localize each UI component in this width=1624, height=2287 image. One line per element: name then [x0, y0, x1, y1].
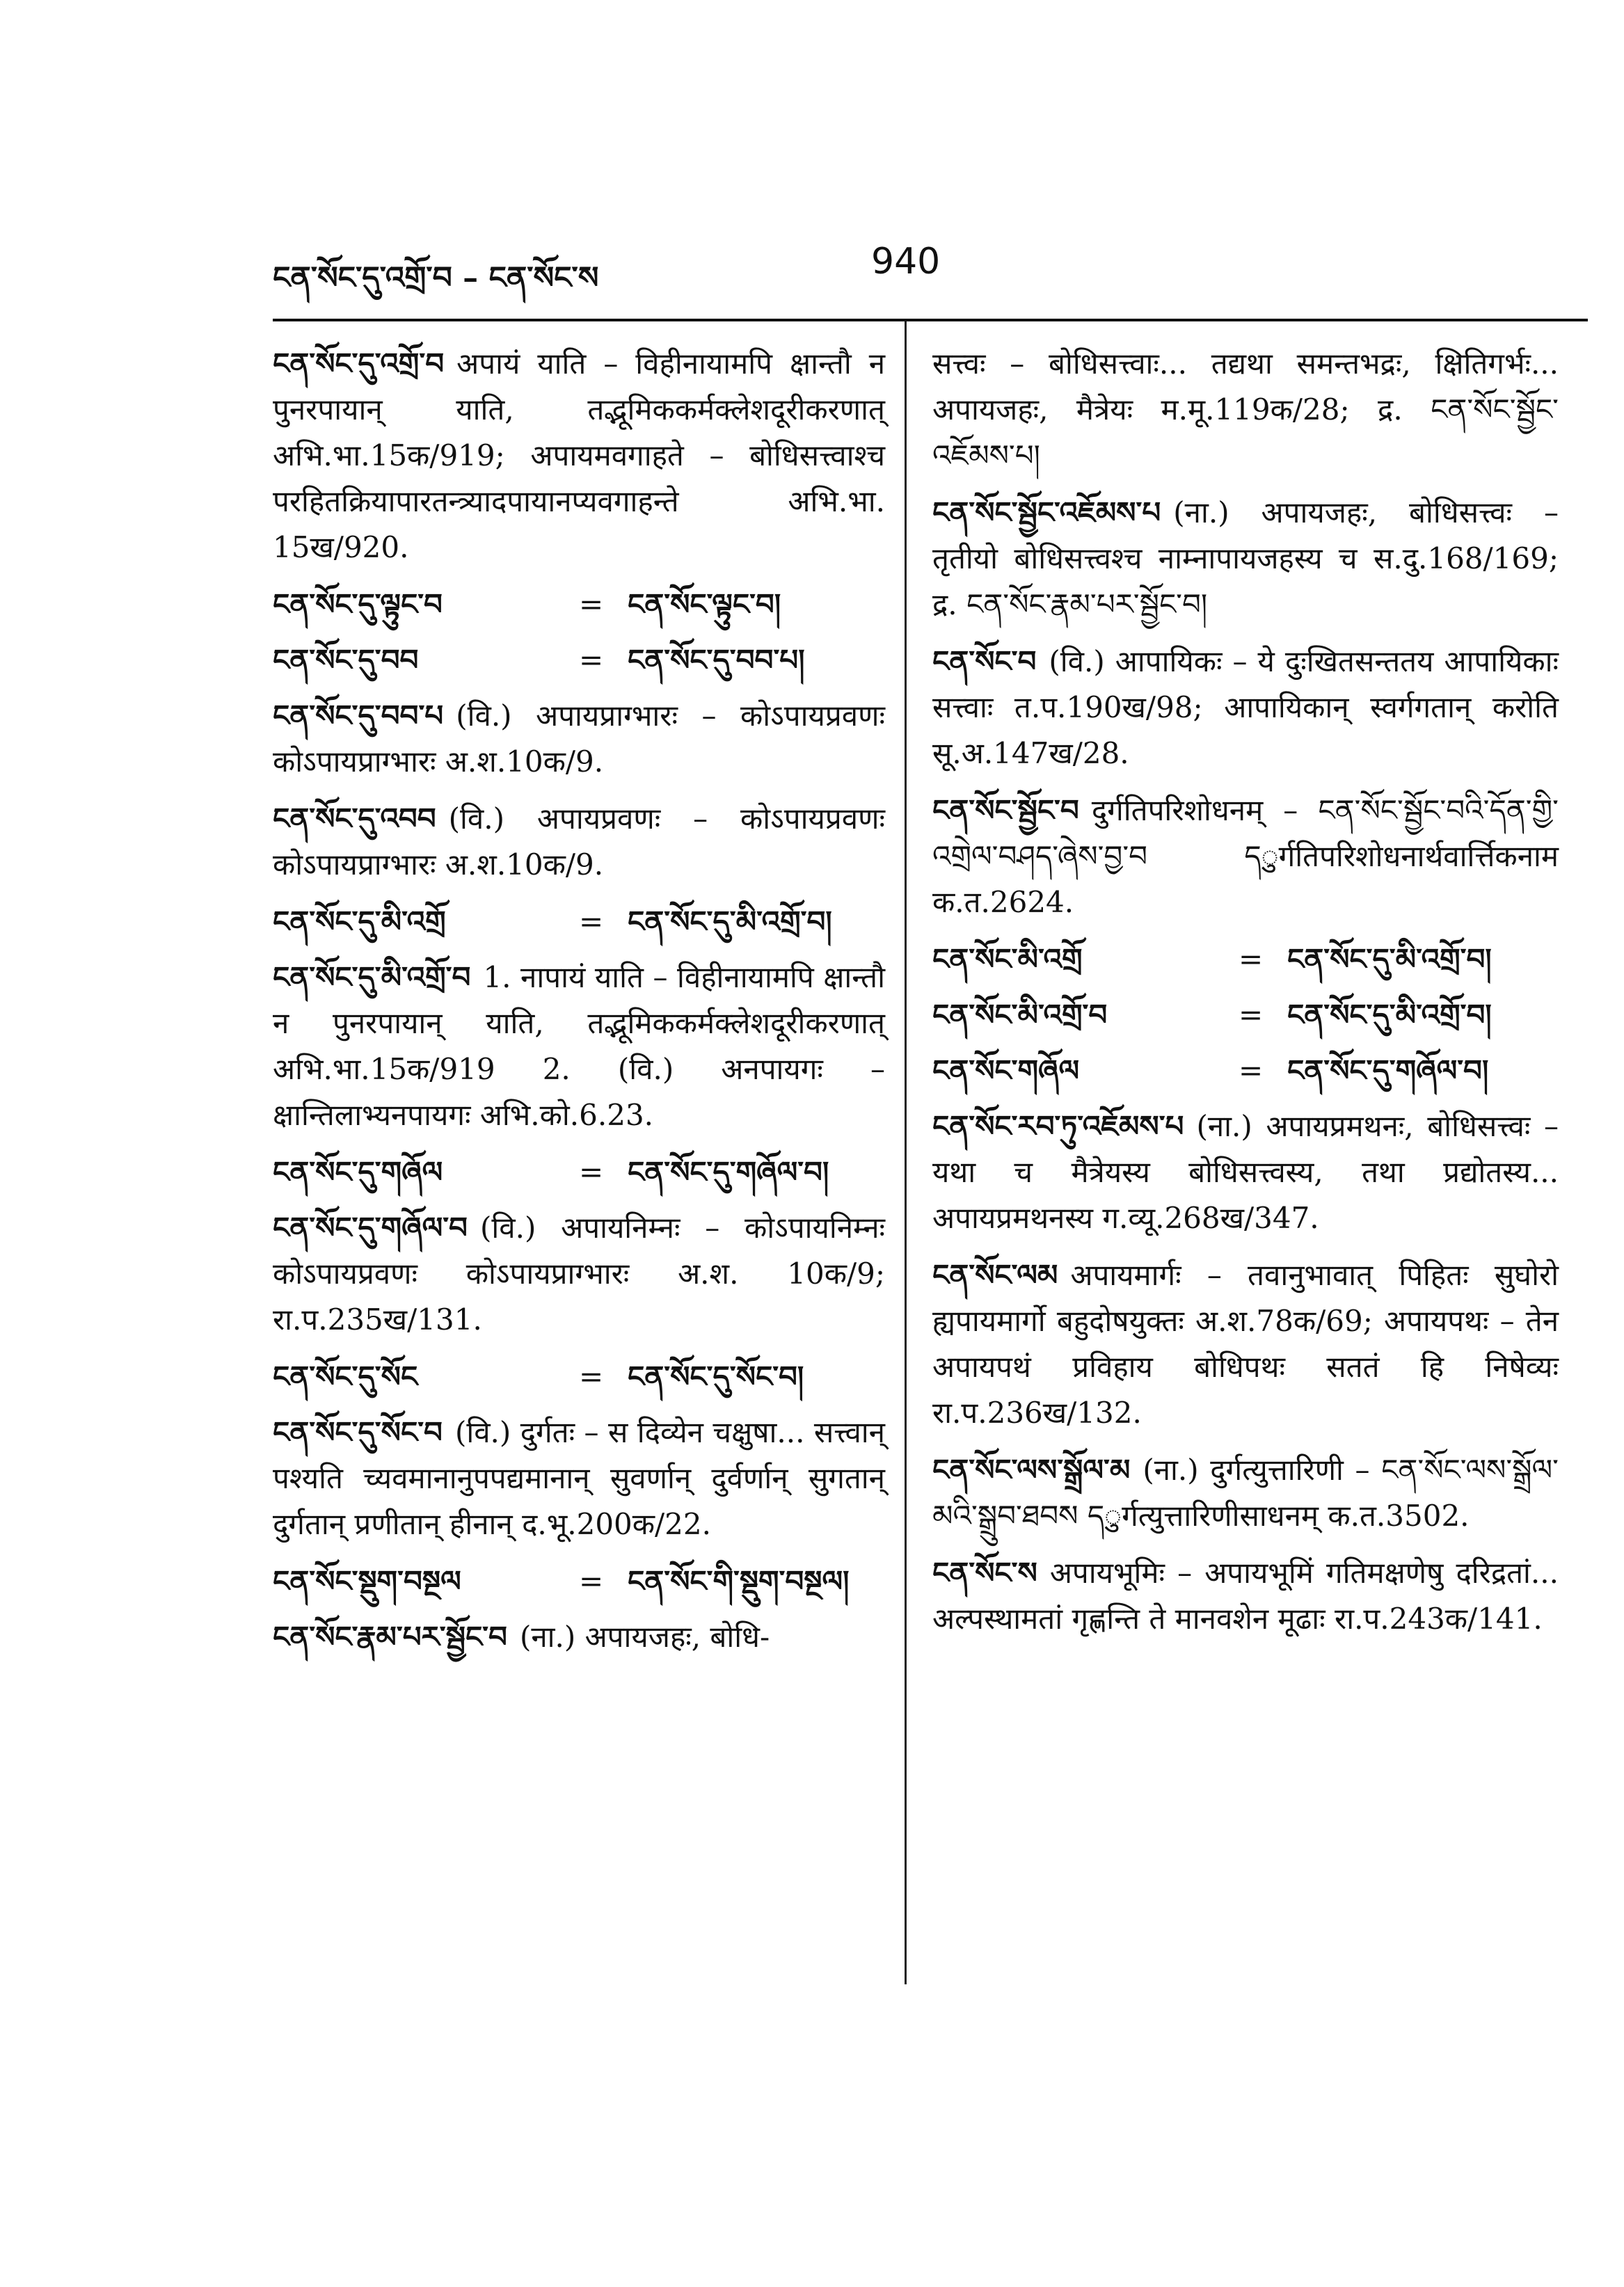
- entry-target: ངན་སོང་དུ་གཞོལ་བ།: [628, 1155, 829, 1189]
- entry-target: ངན་སོང་དུ་བབ་པ།: [628, 643, 805, 677]
- dictionary-entry: [273, 955, 885, 1138]
- entry-headword: ངན་སོང་སྡུག་བསྔལ: [273, 1564, 461, 1598]
- left-column: [273, 341, 885, 1671]
- cross-reference-entry: [273, 1559, 885, 1604]
- equals-sign: =: [579, 1360, 604, 1394]
- entry-definition: (वि.) अपायप्रवणः – कोऽपायप्रवणः कोऽपायप्राग्भारः अ.श.10क/9.: [273, 802, 885, 882]
- entry-definition: (वि.) अपायप्राग्भारः – कोऽपायप्रवणः कोऽपायप्राग्भारः अ.श.10क/9.: [273, 699, 885, 779]
- entry-headword: ངན་སོང་གཞོལ: [932, 1053, 1080, 1087]
- page-header: [273, 237, 1588, 296]
- entry-headword: ངན་སོང་དུ་སོང: [273, 1360, 418, 1394]
- entry-target: ངན་སོང་དུ་མི་འགྲོ་བ།: [1287, 998, 1492, 1032]
- entry-definition: (वि.) दुर्गतः – स दिव्येन चक्षुषा... सत्त्वान् पश्यति च्यवमानानुपपद्यमानान् सुवर्णान् दुर्वर्णान् सुगतान् दुर्गतान् प्रणीतान् हीनान् द.भू.200क/22.: [273, 1415, 885, 1541]
- entry-headword: ངན་སོང་ས: [932, 1556, 1037, 1590]
- dictionary-entry: [932, 639, 1559, 776]
- entry-target: ངན་སོང་དུ་སོང་བ།: [628, 1360, 804, 1394]
- continued-entry: [932, 341, 1559, 479]
- entry-definition: (ना.) अपायजहः, बोधिसत्त्वः – तृतीयो बोधिसत्त्वश्च नाम्नापायजहस्य च स.दु.168/169; द्र. ངན་སོང་རྣམ་པར་སྦྱོང་བ།: [932, 495, 1559, 621]
- cross-reference-entry: [273, 582, 885, 628]
- entry-definition: अपायभूमिः – अपायभूमिं गतिमक्षणेषु दरिद्रतां... अल्पस्थामतां गृह्णन्ति ते मानवशेन मूढाः रा.प.243क/141.: [932, 1556, 1559, 1636]
- entry-definition: अपायं याति – विहीनायामपि क्षान्तौ न पुनरपायान् याति, तद्भूमिककर्मक्लेशदूरीकरणात् अभि.भा.15क/919; अपायमवगाहते – बोधिसत्त्वाश्च परहितक्रियापारतन्त्र्यादपायानप्यवगाहन्ते अभि.भा. 15ख/920.: [273, 346, 885, 564]
- equals-sign: =: [579, 643, 604, 677]
- dictionary-entry: [932, 1447, 1559, 1539]
- cross-reference-entry: [932, 937, 1559, 982]
- entry-headword: ངན་སོང་སྦྱོང་འཇོམས་པ: [932, 495, 1161, 529]
- entry-target: ངན་སོང་གི་སྡུག་བསྔལ།: [628, 1564, 850, 1598]
- equals-sign: =: [579, 1564, 604, 1598]
- equals-sign: =: [1239, 942, 1264, 976]
- entry-target: ངན་སོང་དུ་མི་འགྲོ་བ།: [628, 905, 832, 939]
- cross-reference-entry: [273, 637, 885, 683]
- equals-sign: =: [1239, 998, 1264, 1032]
- entry-definition: (ना.) दुर्गत्युत्तारिणी – ངན་སོང་ལས་སྒྲོལ་མའི་སྒྲུབ་ཐབས དुर्गत्युत्तारिणीसाधनम् क.त.3502.: [932, 1453, 1559, 1533]
- equals-sign: =: [579, 905, 604, 939]
- cross-reference-entry: [273, 1354, 885, 1400]
- entry-headword: ངན་སོང་དུ་སོང་བ: [273, 1415, 443, 1449]
- cross-reference-entry: [273, 1149, 885, 1195]
- entry-headword: ངན་སོང་དུ་གཞོལ་བ: [273, 1211, 468, 1245]
- entry-headword: ངན་སོང་རབ་ཏུ་འཇོམས་པ: [932, 1109, 1184, 1143]
- dictionary-entry: [932, 490, 1559, 628]
- cross-reference-entry: [273, 899, 885, 945]
- entry-definition: सत्त्वः – बोधिसत्त्वाः... तद्यथा समन्तभद्रः, क्षितिगर्भः... अपायजहः, मैत्रेयः म.मू.119क/28; द्र. ངན་སོང་སྦྱོང་འཇོམས་པ།: [932, 346, 1559, 472]
- entry-headword: ངན་སོང་ལས་སྒྲོལ་མ: [932, 1453, 1131, 1487]
- entry-definition: (वि.) अपायनिम्नः – कोऽपायनिम्नः कोऽपायप्रवणः कोऽपायप्राग्भारः अ.श. 10क/9; रा.प.235ख/131.: [273, 1211, 885, 1337]
- entry-target: ངན་སོང་ལྟུང་བ།: [628, 587, 781, 621]
- entry-headword: ངན་སོང་དུ་མི་འགྲོ་བ: [273, 960, 471, 994]
- entry-headword: ངན་སོང་སྦྱོང་བ: [932, 793, 1079, 827]
- entry-headword: ངན་སོང་དུ་བབ་པ: [273, 699, 444, 733]
- entry-definition: (ना.) अपायप्रमथनः, बोधिसत्त्वः – यथा च मैत्रेयस्य बोधिसत्त्वस्य, तथा प्रद्योतस्य... अपायप्रमथनस्य ग.व्यू.268ख/347.: [932, 1109, 1559, 1235]
- page-number: 940: [871, 241, 941, 282]
- entry-definition: (वि.) आपायिकः – ये दुःखितसन्ततय आपायिकाः सत्त्वाः त.प.190ख/98; आपायिकान् स्वर्गगतान् करोति सू.अ.147ख/28.: [932, 644, 1559, 770]
- dictionary-entry: [932, 788, 1559, 925]
- entry-headword: ངན་སོང་དུ་ལྟུང་བ: [273, 587, 443, 621]
- entry-headword: ངན་སོང་མི་འགྲོ: [932, 942, 1083, 976]
- running-head: ངན་སོང་དུ་འགྲོ་བ – ངན་སོང་ས: [273, 260, 599, 296]
- equals-sign: =: [1239, 1053, 1264, 1087]
- entry-headword: ངན་སོང་དུ་འགྲོ་བ: [273, 346, 445, 381]
- dictionary-entry: [273, 1614, 885, 1660]
- dictionary-entry: [932, 1103, 1559, 1241]
- entry-definition: दुर्गतिपरिशोधनम् – ངན་སོང་སྦྱོང་བའི་དོན་གྱི་འགྲེལ་བཤད་ཞེས་བྱ་བ དुर्गतिपरिशोधनार्थवार्त्तिकनाम क.त.2624.: [932, 793, 1559, 919]
- entry-headword: ངན་སོང་རྣམ་པར་སྦྱོང་བ: [273, 1620, 507, 1654]
- entry-target: ངན་སོང་དུ་མི་འགྲོ་བ།: [1287, 942, 1492, 976]
- dictionary-entry: [932, 1550, 1559, 1642]
- column-divider: [905, 321, 907, 1984]
- entry-headword: ངན་སོང་དུ་གཞོལ: [273, 1155, 443, 1189]
- cross-reference-entry: [932, 1048, 1559, 1094]
- entry-headword: ངན་སོང་ལམ: [932, 1258, 1058, 1292]
- entry-definition: (ना.) अपायजहः, बोधि-: [519, 1620, 770, 1654]
- entry-target: ངན་སོང་དུ་གཞོལ་བ།: [1287, 1053, 1489, 1087]
- entry-definition: अपायमार्गः – तवानुभावात् पिहितः सुघोरो ह्यपायमार्गो बहुदोषयुक्तः अ.श.78क/69; अपायपथः – तेन अपायपथं प्रविहाय बोधिपथः सततं हि निषेव्यः रा.प.236ख/132.: [932, 1258, 1559, 1430]
- entry-headword: ངན་སོང་དུ་འབབ: [273, 802, 436, 836]
- entry-headword: ངན་སོང་དུ་མི་འགྲོ: [273, 905, 446, 939]
- right-column: [932, 341, 1559, 1653]
- dictionary-entry: [273, 693, 885, 785]
- cross-reference-entry: [932, 992, 1559, 1038]
- dictionary-entry: [273, 796, 885, 888]
- header-rule: [273, 319, 1588, 321]
- entry-headword: ངན་སོང་དུ་བབ: [273, 643, 419, 677]
- entry-headword: ངན་སོང་མི་འགྲོ་བ: [932, 998, 1108, 1032]
- dictionary-entry: [932, 1252, 1559, 1436]
- entry-definition: 1. नापायं याति – विहीनायामपि क्षान्तौ न पुनरपायान् याति, तद्भूमिककर्मक्लेशदूरीकरणात् अभि.भा.15क/919 2. (वि.) अनपायगः – क्षान्तिलाभ्यनपायगः अभि.को.6.23.: [273, 960, 885, 1132]
- dictionary-entry: [273, 341, 885, 571]
- equals-sign: =: [579, 1155, 604, 1189]
- dictionary-entry: [273, 1205, 885, 1343]
- entry-headword: ངན་སོང་བ: [932, 644, 1037, 678]
- dictionary-entry: [273, 1410, 885, 1547]
- equals-sign: =: [579, 587, 604, 621]
